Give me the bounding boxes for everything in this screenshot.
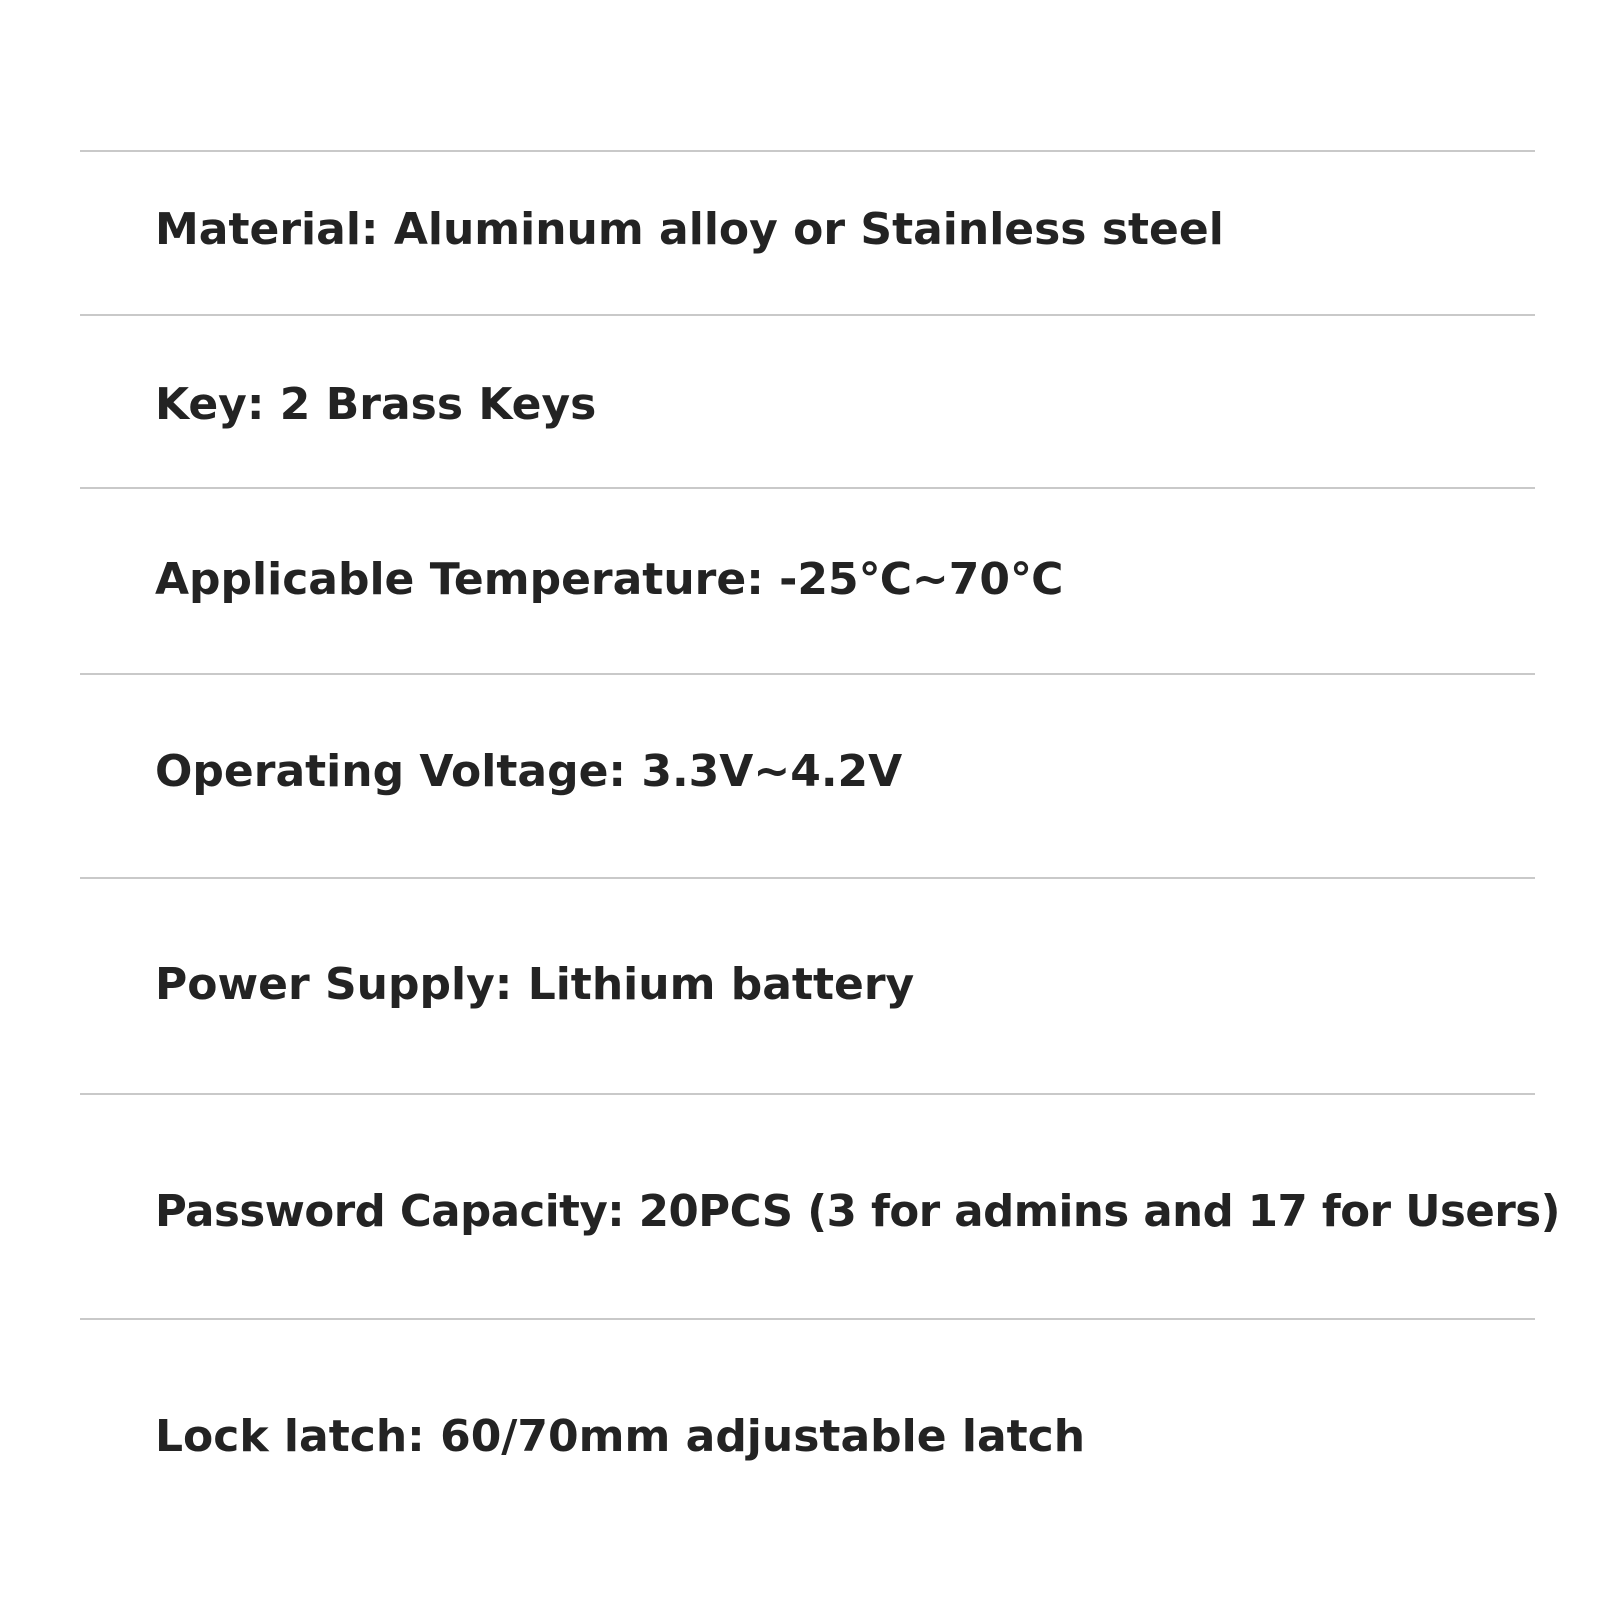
spec-label: Power Supply:	[155, 959, 513, 1010]
spec-label: Password Capacity:	[155, 1186, 625, 1237]
spec-value: 20PCS (3 for admins and 17 for Users)	[638, 1186, 1560, 1237]
spec-value: -25℃~70℃	[779, 554, 1064, 605]
divider	[80, 673, 1535, 675]
spec-key	[155, 379, 597, 430]
spec-temperature	[155, 554, 1064, 605]
divider	[80, 487, 1535, 489]
spec-material	[155, 204, 1224, 255]
spec-value: Aluminum alloy or Stainless steel	[393, 204, 1224, 255]
spec-label: Lock latch:	[155, 1411, 425, 1462]
spec-label: Operating Voltage:	[155, 746, 627, 797]
spec-lock-latch	[155, 1411, 1086, 1462]
spec-voltage	[155, 746, 903, 797]
divider	[80, 1093, 1535, 1095]
spec-label: Applicable Temperature:	[155, 554, 764, 605]
divider	[80, 150, 1535, 152]
divider	[80, 877, 1535, 879]
spec-label: Material:	[155, 204, 379, 255]
divider	[80, 314, 1535, 316]
spec-value: 3.3V~4.2V	[641, 746, 903, 797]
spec-value: 60/70mm adjustable latch	[440, 1411, 1086, 1462]
spec-password-capacity	[155, 1186, 1560, 1237]
spec-value: Lithium battery	[527, 959, 915, 1010]
spec-label: Key:	[155, 379, 265, 430]
spec-power-supply	[155, 959, 915, 1010]
divider	[80, 1318, 1535, 1320]
spec-value: 2 Brass Keys	[279, 379, 597, 430]
